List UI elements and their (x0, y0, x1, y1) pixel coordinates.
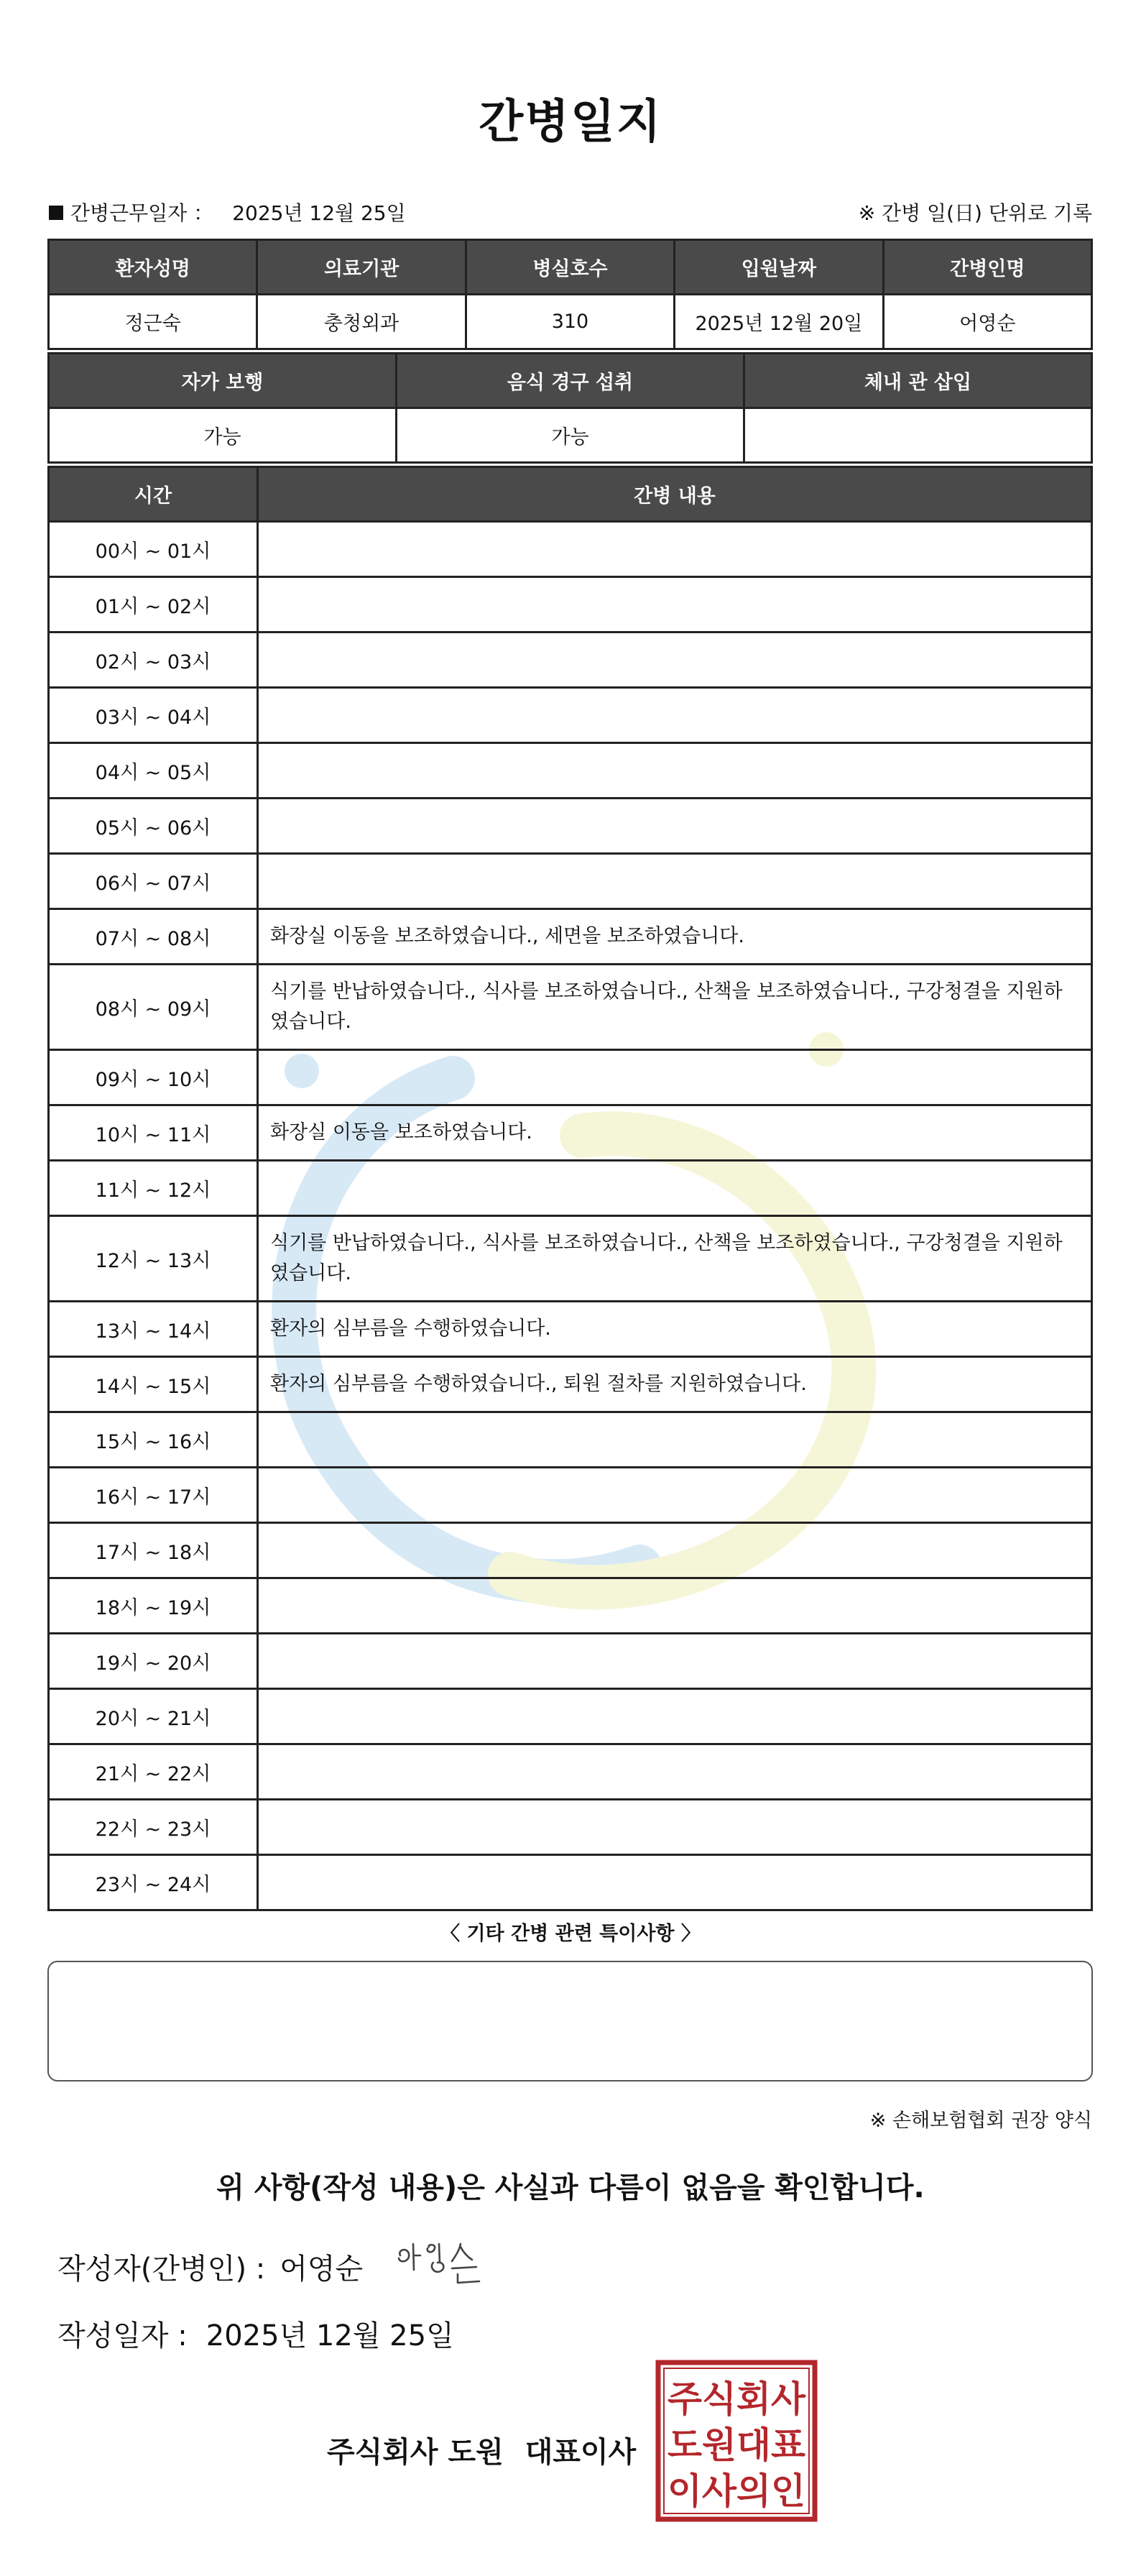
row-time: 05시 ~ 06시 (49, 799, 258, 854)
work-date-value: 2025년 12월 25일 (232, 201, 406, 225)
special-notes-box (47, 1961, 1093, 2082)
row-note: 화장실 이동을 보조하였습니다. (258, 1105, 1092, 1161)
header-tube-insertion: 체내 관 삽입 (744, 354, 1092, 408)
admission-date: 2025년 12월 20일 (675, 295, 883, 349)
handwritten-signature-icon (392, 2234, 499, 2291)
row-note: 식기를 반납하였습니다., 식사를 보조하였습니다., 산책을 보조하였습니다., 구강청결을 지원하였습니다. (258, 965, 1092, 1050)
row-time: 17시 ~ 18시 (49, 1523, 258, 1578)
table-row (49, 854, 1092, 909)
row-note: 환자의 심부름을 수행하였습니다. (258, 1302, 1092, 1357)
row-time: 02시 ~ 03시 (49, 632, 258, 688)
table-row (49, 1357, 1092, 1412)
row-note (258, 1412, 1092, 1468)
company-seal-icon (655, 2360, 818, 2522)
table-row (49, 799, 1092, 854)
row-time: 08시 ~ 09시 (49, 965, 258, 1050)
table-row (49, 1105, 1092, 1161)
square-bullet-icon (49, 206, 63, 220)
self-walking-value: 가능 (49, 408, 397, 463)
written-date-value: 2025년 12월 25일 (205, 2319, 454, 2352)
unit-note: ※ 간병 일(日) 단위로 기록 (858, 201, 1092, 225)
row-note (258, 688, 1092, 743)
table-row (49, 1161, 1092, 1216)
row-note (258, 632, 1092, 688)
patient-name: 정근숙 (49, 295, 257, 349)
table-row (49, 632, 1092, 688)
company-line (327, 2429, 636, 2470)
table-row (49, 1523, 1092, 1578)
work-date-line (49, 198, 406, 226)
row-time: 18시 ~ 19시 (49, 1578, 258, 1634)
patient-status-table (47, 352, 1093, 464)
row-note (258, 854, 1092, 909)
row-time: 12시 ~ 13시 (49, 1216, 258, 1302)
table-row (49, 1216, 1092, 1302)
row-time: 06시 ~ 07시 (49, 854, 258, 909)
row-time: 11시 ~ 12시 (49, 1161, 258, 1216)
table-row (49, 688, 1092, 743)
row-time: 03시 ~ 04시 (49, 688, 258, 743)
table-row (49, 577, 1092, 632)
row-time: 16시 ~ 17시 (49, 1468, 258, 1523)
header-hospital: 의료기관 (257, 240, 466, 295)
table-row (49, 1800, 1092, 1855)
work-date-label: 간병근무일자 ： (70, 201, 214, 225)
company-ceo-title: 대표이사 (525, 2436, 637, 2469)
header-self-walking: 자가 보행 (49, 354, 397, 408)
writer-name: 어영순 (280, 2253, 364, 2286)
tube-insertion-value (744, 408, 1092, 463)
row-time: 10시 ~ 11시 (49, 1105, 258, 1161)
header-caregiver: 간병인명 (883, 240, 1091, 295)
caregiver-name: 어영순 (883, 295, 1091, 349)
oral-intake-value: 가능 (397, 408, 744, 463)
table-row (49, 909, 1092, 965)
row-time: 14시 ~ 15시 (49, 1357, 258, 1412)
table-row (49, 965, 1092, 1050)
row-time: 23시 ~ 24시 (49, 1855, 258, 1910)
row-note (258, 1634, 1092, 1689)
row-note (258, 799, 1092, 854)
written-date-label: 작성일자 : (57, 2319, 188, 2352)
header-admission-date: 입원날짜 (675, 240, 883, 295)
seal-text-line-1: 주식회사 (667, 2378, 806, 2420)
header-oral-intake: 음식 경구 섭취 (397, 354, 744, 408)
row-time: 00시 ~ 01시 (49, 522, 258, 577)
special-notes-title: 〈 기타 간병 관련 특이사항 〉 (440, 1923, 701, 1945)
header-room: 병실호수 (466, 240, 674, 295)
seal-text-line-2: 도원대표 (667, 2424, 806, 2466)
table-row (49, 1855, 1092, 1910)
row-time: 01시 ~ 02시 (49, 577, 258, 632)
row-time: 22시 ~ 23시 (49, 1800, 258, 1855)
row-time: 20시 ~ 21시 (49, 1689, 258, 1744)
writer-label: 작성자(간병인) : (57, 2253, 266, 2286)
special-notes-content (49, 1962, 1091, 1991)
table-row (49, 1744, 1092, 1800)
row-time: 21시 ~ 22시 (49, 1744, 258, 1800)
row-note (258, 1523, 1092, 1578)
row-note (258, 1744, 1092, 1800)
patient-info-table (47, 239, 1093, 350)
seal-text-line-3: 이사의인 (667, 2470, 805, 2512)
table-row (49, 1050, 1092, 1105)
recommend-note: ※ 손해보험협회 권장 양식 (869, 2110, 1092, 2132)
row-note (258, 522, 1092, 577)
row-note (258, 1578, 1092, 1634)
header-patient-name: 환자성명 (49, 240, 257, 295)
row-note: 환자의 심부름을 수행하였습니다., 퇴원 절차를 지원하였습니다. (258, 1357, 1092, 1412)
row-time: 04시 ~ 05시 (49, 743, 258, 799)
row-note (258, 577, 1092, 632)
row-note (258, 1689, 1092, 1744)
row-note (258, 1468, 1092, 1523)
table-row (49, 1634, 1092, 1689)
row-note (258, 1855, 1092, 1910)
row-time: 15시 ~ 16시 (49, 1412, 258, 1468)
table-row (49, 1302, 1092, 1357)
row-note: 식기를 반납하였습니다., 식사를 보조하였습니다., 산책을 보조하였습니다., 구강청결을 지원하였습니다. (258, 1216, 1092, 1302)
row-time: 09시 ~ 10시 (49, 1050, 258, 1105)
document-title: 간병일지 (479, 96, 662, 149)
row-note (258, 1050, 1092, 1105)
row-time: 19시 ~ 20시 (49, 1634, 258, 1689)
room-number: 310 (466, 295, 674, 349)
company-name: 주식회사 도원 (327, 2436, 504, 2469)
table-row (49, 1578, 1092, 1634)
care-log-table (47, 466, 1093, 1911)
hospital-name: 충청외과 (257, 295, 466, 349)
confirmation-statement: 위 사항(작성 내용)은 사실과 다름이 없음을 확인합니다. (216, 2171, 925, 2204)
row-note (258, 743, 1092, 799)
row-time: 07시 ~ 08시 (49, 909, 258, 965)
table-row (49, 1412, 1092, 1468)
row-note (258, 1800, 1092, 1855)
table-row (49, 1468, 1092, 1523)
table-row (49, 743, 1092, 799)
row-time: 13시 ~ 14시 (49, 1302, 258, 1357)
written-date-line (57, 2313, 454, 2354)
row-note: 화장실 이동을 보조하였습니다., 세면을 보조하였습니다. (258, 909, 1092, 965)
header-care-content: 간병 내용 (258, 467, 1092, 522)
row-note (258, 1161, 1092, 1216)
header-time: 시간 (49, 467, 258, 522)
writer-line (57, 2246, 363, 2287)
table-row (49, 522, 1092, 577)
table-row (49, 1689, 1092, 1744)
